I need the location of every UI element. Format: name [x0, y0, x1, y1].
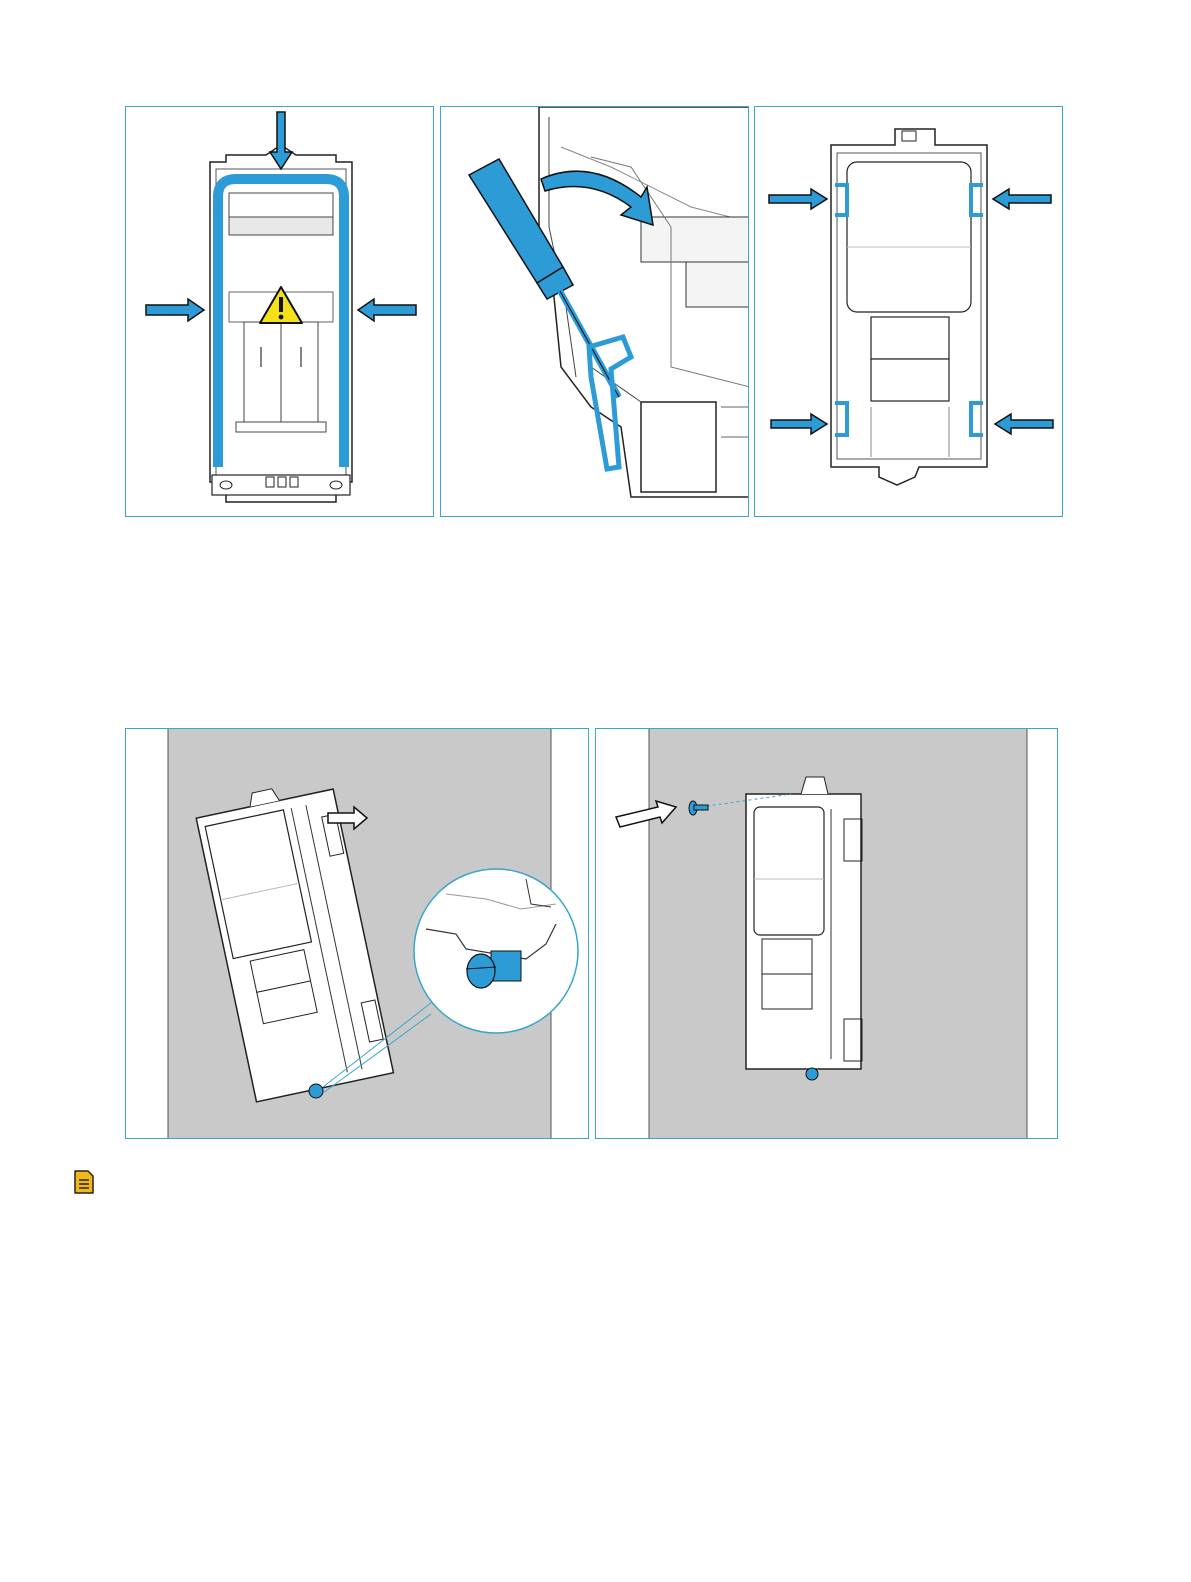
note-icon — [72, 1170, 96, 1194]
enclosure-clips-illustration — [755, 107, 1063, 517]
arrow-left-icon — [358, 299, 416, 321]
figure-enclosure-clips — [754, 106, 1063, 517]
arrow-right-icon — [146, 299, 204, 321]
arrow-right-icon — [769, 189, 827, 434]
screw-fixing-illustration — [596, 729, 1058, 1139]
detail-zoom-circle — [414, 869, 578, 1033]
figure-wall-mount-detail — [125, 728, 589, 1139]
arrow-left-icon — [993, 189, 1053, 434]
figure-screwdriver-clip — [440, 106, 749, 517]
screwdriver-illustration — [441, 107, 749, 517]
figure-enclosure-gasket — [125, 106, 434, 517]
wall-mount-illustration — [126, 729, 589, 1139]
enclosure-gasket-illustration — [126, 107, 434, 517]
figure-screw-fixing — [595, 728, 1058, 1139]
